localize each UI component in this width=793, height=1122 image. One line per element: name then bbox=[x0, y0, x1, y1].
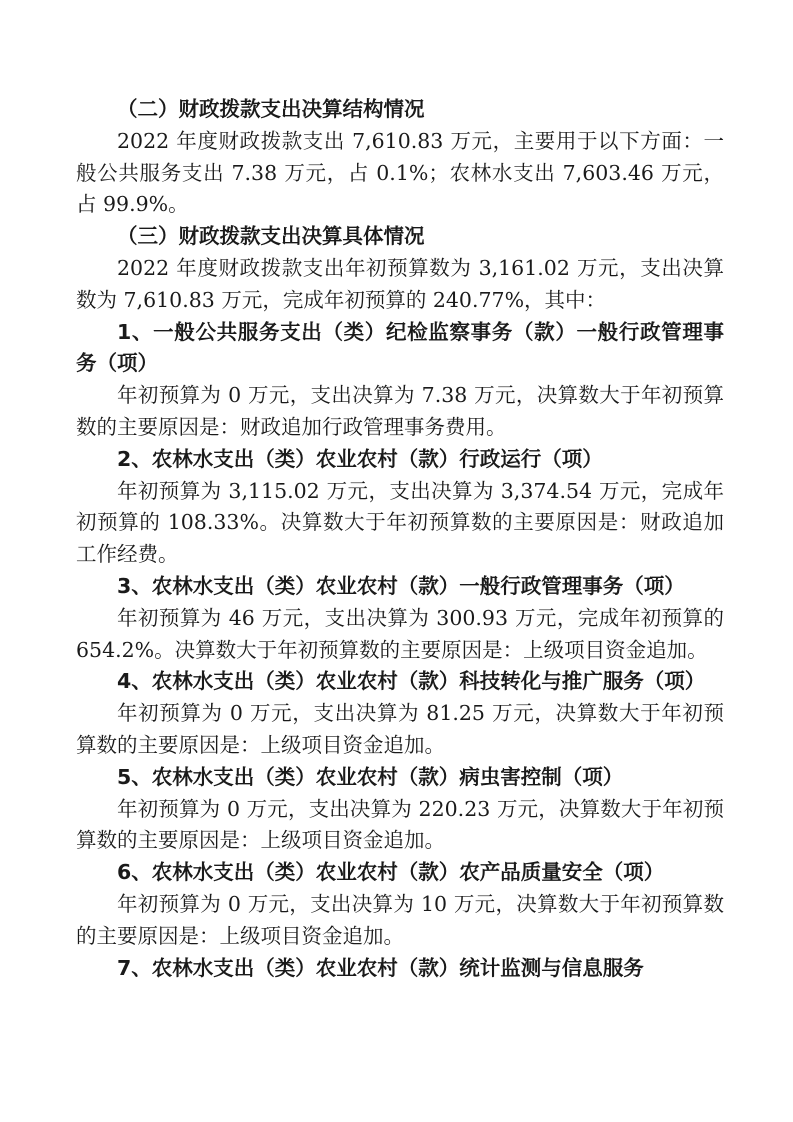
item-body-2: 年初预算为 3,115.02 万元，支出决算为 3,374.54 万元，完成年初预算的 108.33%。决算数大于年初预算数的主要原因是：财政追加工作经费。 bbox=[76, 478, 724, 567]
section-heading-structure: （二）财政拨款支出决算结构情况 bbox=[117, 97, 425, 121]
item-body-3: 年初预算为 46 万元，支出决算为 300.93 万元，完成年初预算的 654.2%。决算数大于年初预算数的主要原因是：上级项目资金追加。 bbox=[76, 605, 724, 662]
item-title-3: 3、农林水支出（类）农业农村（款）一般行政管理事务（项） bbox=[117, 573, 685, 598]
document-page bbox=[76, 94, 724, 984]
item-title-5: 5、农林水支出（类）农业农村（款）病虫害控制（项） bbox=[117, 764, 624, 789]
item-title-6: 6、农林水支出（类）农业农村（款）农产品质量安全（项） bbox=[117, 860, 665, 885]
item-body-6: 年初预算为 0 万元，支出决算为 10 万元，决算数大于年初预算数的主要原因是：上级项目资金追加。 bbox=[76, 891, 724, 948]
section-body-details: 2022 年度财政拨款支出年初预算数为 3,161.02 万元，支出决算数为 7,610.83 万元，完成年初预算的 240.77%，其中： bbox=[76, 255, 724, 312]
item-title-1: 1、一般公共服务支出（类）纪检监察事务（款）一般行政管理事务（项） bbox=[76, 319, 724, 376]
item-body-1: 年初预算为 0 万元，支出决算为 7.38 万元，决算数大于年初预算数的主要原因是：财政追加行政管理事务费用。 bbox=[76, 383, 724, 439]
item-title-7: 7、农林水支出（类）农业农村（款）统计监测与信息服务 bbox=[117, 955, 644, 980]
item-body-4: 年初预算为 0 万元，支出决算为 81.25 万元，决算数大于年初预算数的主要原因是：上级项目资金追加。 bbox=[76, 701, 724, 757]
item-body-5: 年初预算为 0 万元，支出决算为 220.23 万元，决算数大于年初预算数的主要原因是：上级项目资金追加。 bbox=[76, 796, 724, 853]
section-body-structure: 2022 年度财政拨款支出 7,610.83 万元，主要用于以下方面：一般公共服务支出 7.38 万元，占 0.1%；农林水支出 7,603.46 万元，占 99.9%。 bbox=[76, 128, 724, 217]
item-title-2: 2、农林水支出（类）农业农村（款）行政运行（项） bbox=[117, 446, 603, 471]
section-heading-details: （三）财政拨款支出决算具体情况 bbox=[117, 224, 425, 249]
item-title-4: 4、农林水支出（类）农业农村（款）科技转化与推广服务（项） bbox=[117, 669, 706, 694]
